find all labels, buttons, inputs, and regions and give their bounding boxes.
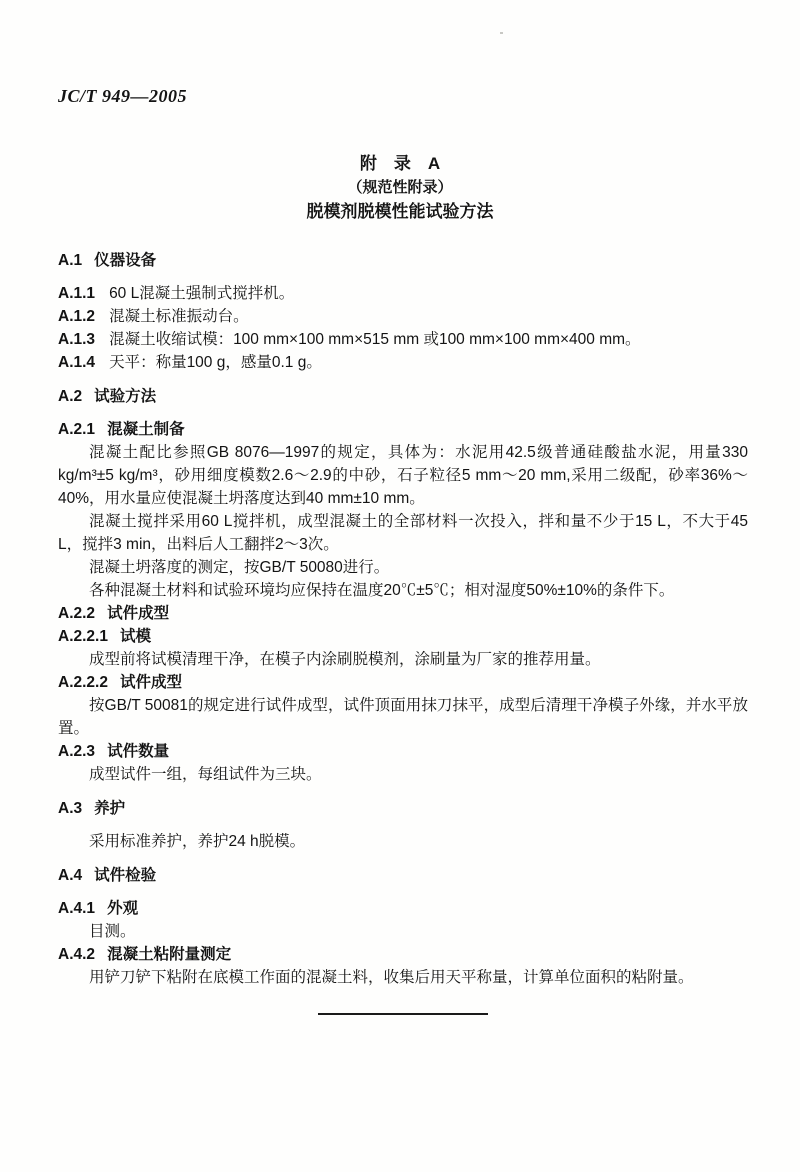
heading-title: 试件数量 (107, 743, 170, 760)
scan-speckle (500, 32, 503, 34)
para-a2-2-2-forming (58, 694, 748, 740)
appendix-title: 附 录 A (359, 154, 441, 173)
document-body (58, 238, 748, 1025)
clause-label: A.1.1 (58, 285, 96, 302)
clause-label: A.3 (58, 800, 83, 817)
clause-label: A.4 (58, 867, 83, 884)
clause-label: A.4.1 (58, 900, 96, 917)
body-text: 混凝土坍落度的测定，按GB/T 50080进行。 (89, 559, 390, 576)
clause-label: A.1 (58, 252, 83, 269)
heading-a2-3 (58, 740, 748, 763)
heading-title: 试模 (119, 628, 151, 645)
appendix-title-block (0, 152, 800, 224)
para-a2-1-mix (58, 441, 748, 510)
heading-title: 混凝土粘附量测定 (107, 946, 232, 963)
clause-label: A.1.4 (58, 354, 96, 371)
body-text: 混凝土收缩试模：100 mm×100 mm×515 mm 或100 mm×100 mm×400 mm。 (109, 331, 641, 348)
clause-a1-2 (58, 305, 748, 328)
clause-label: A.1.3 (58, 331, 96, 348)
heading-title: 试件成型 (119, 674, 182, 691)
end-rule-line (318, 1013, 488, 1015)
clause-a1-4 (58, 351, 748, 374)
heading-title: 试件检验 (94, 867, 157, 884)
appendix-name: 脱模剂脱模性能试验方法 (306, 202, 494, 221)
para-a2-1-mixer (58, 510, 748, 556)
body-text: 60 L混凝土强制式搅拌机。 (109, 285, 295, 302)
heading-a3 (58, 797, 748, 820)
body-text: 采用标准养护，养护24 h脱模。 (89, 833, 306, 850)
heading-title: 外观 (107, 900, 139, 917)
heading-title: 试验方法 (94, 388, 157, 405)
heading-a4-2 (58, 943, 748, 966)
heading-a2 (58, 385, 748, 408)
body-text: 成型前将试模清理干净，在模子内涂刷脱模剂，涂刷量为厂家的推荐用量。 (89, 651, 601, 668)
appendix-subtitle: （规范性附录） (347, 179, 453, 196)
body-text: 目测。 (89, 923, 136, 940)
clause-label: A.2.2 (58, 605, 96, 622)
clause-a1-3 (58, 328, 748, 351)
body-text: 用铲刀铲下粘附在底模工作面的混凝土料，收集后用天平称量，计算单位面积的粘附量。 (89, 969, 694, 986)
body-text: 混凝土配比参照GB 8076—1997的规定，具体为：水泥用42.5级普通硅酸盐水泥，用量330 kg/m³±5 kg/m³，砂用细度模数2.6～2.9的中砂，石子粒径5 mm～20 mm,采用二级配，砂率36%～40%，用水量应使混凝土坍落度达到40 mm±10 mm。 (58, 444, 748, 507)
body-text: 混凝土搅拌采用60 L搅拌机，成型混凝土的全部材料一次投入，拌和量不少于15 L，不大于45 L，搅拌3 min，出料后人工翻拌2～3次。 (58, 513, 748, 553)
body-text: 天平：称量100 g，感量0.1 g。 (109, 354, 322, 371)
heading-title: 混凝土制备 (107, 421, 185, 438)
heading-title: 试件成型 (107, 605, 170, 622)
clause-a1-1 (58, 282, 748, 305)
clause-label: A.4.2 (58, 946, 96, 963)
heading-a2-2 (58, 602, 748, 625)
para-a2-1-environment (58, 579, 748, 602)
clause-label: A.2.2.2 (58, 674, 108, 691)
heading-a2-2-2 (58, 671, 748, 694)
body-text: 按GB/T 50081的规定进行试件成型，试件顶面用抹刀抹平，成型后清理干净模子外缘，并水平放置。 (58, 697, 748, 737)
clause-label: A.2 (58, 388, 83, 405)
clause-label: A.2.1 (58, 421, 96, 438)
body-text: 各种混凝土材料和试验环境均应保持在温度20℃±5℃；相对湿度50%±10%的条件下。 (89, 582, 675, 599)
heading-title: 仪器设备 (94, 252, 157, 269)
body-text: 成型试件一组，每组试件为三块。 (89, 766, 322, 783)
heading-a4 (58, 864, 748, 887)
heading-a4-1 (58, 897, 748, 920)
end-of-appendix-rule (58, 1002, 748, 1025)
clause-label: A.2.2.1 (58, 628, 108, 645)
clause-label: A.2.3 (58, 743, 96, 760)
heading-title: 养护 (94, 800, 126, 817)
heading-a1 (58, 249, 748, 272)
clause-label: A.1.2 (58, 308, 96, 325)
para-a4-1-visual (58, 920, 748, 943)
para-a4-2-adhesion (58, 966, 748, 989)
heading-a2-2-1 (58, 625, 748, 648)
heading-a2-1 (58, 418, 748, 441)
para-a2-1-slump (58, 556, 748, 579)
body-text: 混凝土标准振动台。 (109, 308, 249, 325)
para-a2-2-1-mold (58, 648, 748, 671)
standard-number: JC/T 949—2005 (58, 86, 188, 106)
para-a3-curing (58, 830, 748, 853)
para-a2-3-quantity (58, 763, 748, 786)
